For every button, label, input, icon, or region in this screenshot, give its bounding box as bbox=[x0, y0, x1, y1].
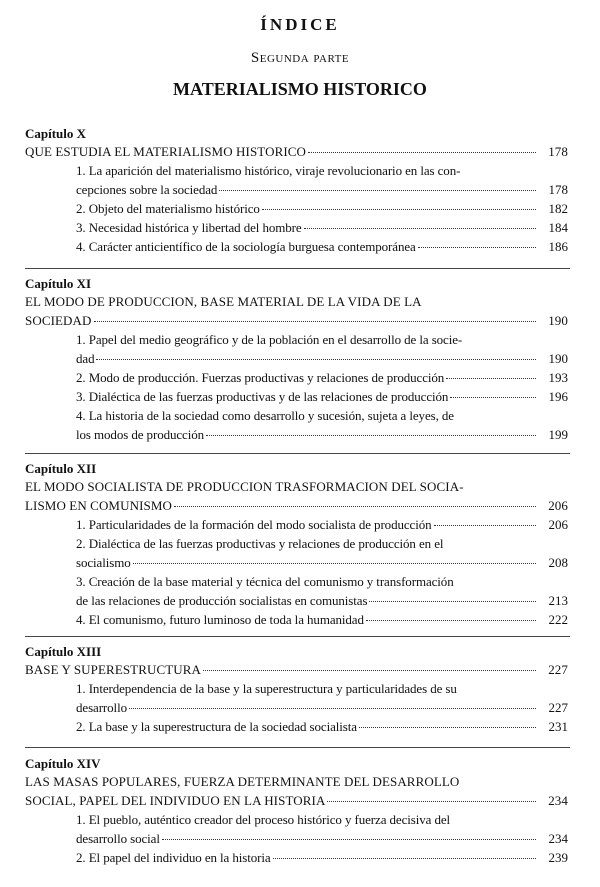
page-number: 206 bbox=[548, 498, 568, 513]
page-number: 227 bbox=[548, 700, 568, 715]
chapter-title-line bbox=[25, 791, 568, 810]
chapter-title-text: QUE ESTUDIA EL MATERIALISMO HISTORICO bbox=[25, 144, 307, 159]
chapter-title-line bbox=[25, 142, 568, 161]
section-entry[interactable] bbox=[76, 161, 568, 199]
page-number: 190 bbox=[548, 313, 568, 328]
section-entry[interactable] bbox=[76, 810, 568, 848]
entry-text: 2. La base y la superestructura de la sociedad socialista bbox=[76, 719, 357, 734]
page-number: 182 bbox=[548, 201, 568, 216]
page-number: 178 bbox=[548, 182, 568, 197]
dot-leader bbox=[133, 559, 536, 564]
chapter-title-text: SOCIAL, PAPEL DEL INDIVIDUO EN LA HISTORIA bbox=[25, 793, 326, 808]
dot-leader bbox=[162, 835, 536, 840]
entry-text: cepciones sobre la sociedad bbox=[76, 182, 218, 197]
entry-text: 1. Particularidades de la formación del modo socialista de producción bbox=[76, 517, 432, 532]
section-entry[interactable] bbox=[76, 679, 568, 717]
page-number: 227 bbox=[548, 662, 568, 677]
dot-leader bbox=[434, 521, 536, 526]
section-entry[interactable] bbox=[76, 218, 568, 237]
chapter-title-line bbox=[25, 311, 568, 330]
entry-text: desarrollo social bbox=[76, 831, 160, 846]
entry-line bbox=[76, 515, 568, 534]
section-entry[interactable] bbox=[76, 237, 568, 256]
entry-line bbox=[76, 330, 565, 349]
entry-text: 3. Necesidad histórica y libertad del hombre bbox=[76, 220, 302, 235]
page-number: 208 bbox=[548, 555, 568, 570]
chapter-label: Capítulo XI bbox=[25, 276, 92, 291]
chapter-title-line bbox=[25, 477, 565, 496]
chapter-divider bbox=[25, 747, 570, 748]
section-entry[interactable] bbox=[76, 387, 568, 406]
section-entry[interactable] bbox=[76, 199, 568, 218]
entry-text: 1. La aparición del materialismo histórico, viraje revolucionario en las con- bbox=[76, 163, 461, 178]
entry-line bbox=[76, 810, 565, 829]
dot-leader bbox=[369, 597, 536, 602]
entry-line bbox=[76, 368, 568, 387]
chapter-title-text: SOCIEDAD bbox=[25, 313, 92, 328]
entry-text: 4. El comunismo, futuro luminoso de toda la humanidad bbox=[76, 612, 364, 627]
entry-line bbox=[76, 534, 565, 553]
dot-leader bbox=[327, 797, 536, 802]
page-number: 222 bbox=[548, 612, 568, 627]
dot-leader bbox=[262, 205, 536, 210]
page-number: 184 bbox=[548, 220, 568, 235]
entry-line bbox=[76, 591, 568, 610]
section-entry[interactable] bbox=[76, 368, 568, 387]
chapter-title[interactable] bbox=[25, 660, 568, 679]
entry-text: de las relaciones de producción socialistas en comunistas bbox=[76, 593, 368, 608]
entry-line bbox=[76, 218, 568, 237]
chapter-entry[interactable] bbox=[25, 643, 568, 736]
page-number: 206 bbox=[548, 517, 568, 532]
dot-leader bbox=[359, 723, 536, 728]
dot-leader bbox=[203, 666, 536, 671]
entry-text: dad bbox=[76, 351, 95, 366]
entry-line bbox=[76, 717, 568, 736]
page-number: 234 bbox=[548, 793, 568, 808]
section-entry[interactable] bbox=[76, 572, 568, 610]
entry-text: 4. Carácter anticientífico de la sociología burguesa contemporánea bbox=[76, 239, 416, 254]
dot-leader bbox=[366, 616, 536, 621]
dot-leader bbox=[304, 224, 536, 229]
entry-text: 1. Papel del medio geográfico y de la población en el desarrollo de la socie- bbox=[76, 332, 463, 347]
chapter-title[interactable] bbox=[25, 292, 568, 330]
entry-line bbox=[76, 406, 565, 425]
chapter-divider bbox=[25, 636, 570, 637]
entry-line bbox=[76, 180, 568, 199]
entry-line bbox=[76, 848, 568, 867]
entry-text: 2. El papel del individuo en la historia bbox=[76, 850, 271, 865]
chapter-title-line bbox=[25, 496, 568, 515]
entry-line bbox=[76, 572, 565, 591]
page-number: 231 bbox=[548, 719, 568, 734]
entry-line bbox=[76, 610, 568, 629]
section-title: MATERIALISMO HISTORICO bbox=[173, 79, 427, 99]
chapter-title[interactable] bbox=[25, 772, 568, 810]
chapter-entry[interactable] bbox=[25, 755, 568, 867]
dot-leader bbox=[206, 431, 536, 436]
section-entry[interactable] bbox=[76, 330, 568, 368]
section-entry[interactable] bbox=[76, 848, 568, 867]
chapter-title-line bbox=[25, 660, 568, 679]
entry-line bbox=[76, 237, 568, 256]
entry-line bbox=[76, 553, 568, 572]
entry-text: 2. Objeto del materialismo histórico bbox=[76, 201, 260, 216]
page-number: 239 bbox=[548, 850, 568, 865]
entry-text: desarrollo bbox=[76, 700, 127, 715]
page-number: 234 bbox=[548, 831, 568, 846]
entry-text: los modos de producción bbox=[76, 427, 205, 442]
dot-leader bbox=[446, 374, 536, 379]
chapter-title-text: LAS MASAS POPULARES, FUERZA DETERMINANTE DEL DESARROLLO bbox=[25, 774, 460, 789]
chapter-title-line bbox=[25, 292, 565, 311]
entry-line bbox=[76, 387, 568, 406]
dot-leader bbox=[94, 317, 536, 322]
page-number: 196 bbox=[548, 389, 568, 404]
page-number: 193 bbox=[548, 370, 568, 385]
chapter-divider bbox=[25, 453, 570, 454]
chapter-title[interactable] bbox=[25, 477, 568, 515]
chapter-title-line bbox=[25, 772, 565, 791]
entry-text: 2. Dialéctica de las fuerzas productivas y relaciones de producción en el bbox=[76, 536, 444, 551]
index-heading: ÍNDICE bbox=[260, 15, 340, 34]
part-heading: Segunda parte bbox=[250, 50, 350, 66]
entry-line bbox=[76, 679, 565, 698]
entry-text: 4. La historia de la sociedad como desarrollo y sucesión, sujeta a leyes, de bbox=[76, 408, 454, 423]
chapter-divider bbox=[25, 268, 570, 269]
entry-text: 1. El pueblo, auténtico creador del proceso histórico y fuerza decisiva del bbox=[76, 812, 451, 827]
entry-line bbox=[76, 199, 568, 218]
chapter-entry[interactable] bbox=[25, 460, 568, 629]
entry-line bbox=[76, 829, 568, 848]
entry-line bbox=[76, 425, 568, 444]
chapter-title-text: BASE Y SUPERESTRUCTURA bbox=[25, 662, 202, 677]
page-number: 190 bbox=[548, 351, 568, 366]
section-entry[interactable] bbox=[76, 610, 568, 629]
dot-leader bbox=[219, 186, 536, 191]
dot-leader bbox=[308, 148, 536, 153]
dot-leader bbox=[418, 243, 536, 248]
chapter-label: Capítulo XII bbox=[25, 461, 97, 476]
chapter-entry[interactable] bbox=[25, 275, 568, 444]
dot-leader bbox=[273, 854, 536, 859]
page-number: 186 bbox=[548, 239, 568, 254]
chapter-title-text: LISMO EN COMUNISMO bbox=[25, 498, 172, 513]
chapter-title-text: EL MODO DE PRODUCCION, BASE MATERIAL DE LA VIDA DE LA bbox=[25, 294, 422, 309]
entry-text: 3. Creación de la base material y técnica del comunismo y transformación bbox=[76, 574, 454, 589]
entry-text: 1. Interdependencia de la base y la superestructura y particularidades de su bbox=[76, 681, 457, 696]
dot-leader bbox=[450, 393, 536, 398]
page-number: 199 bbox=[548, 427, 568, 442]
chapter-title[interactable] bbox=[25, 142, 568, 161]
entry-text: 3. Dialéctica de las fuerzas productivas y de las relaciones de producción bbox=[76, 389, 449, 404]
section-entry[interactable] bbox=[76, 406, 568, 444]
chapter-label: Capítulo X bbox=[25, 126, 87, 141]
entry-text: socialismo bbox=[76, 555, 131, 570]
dot-leader bbox=[129, 704, 536, 709]
entry-text: 2. Modo de producción. Fuerzas productivas y relaciones de producción bbox=[76, 370, 445, 385]
chapter-title-text: EL MODO SOCIALISTA DE PRODUCCION TRASFORMACION DEL SOCIA- bbox=[25, 479, 464, 494]
dot-leader bbox=[174, 502, 536, 507]
page-number: 213 bbox=[548, 593, 568, 608]
section-entry[interactable] bbox=[76, 717, 568, 736]
entry-line bbox=[76, 698, 568, 717]
page-number: 178 bbox=[548, 144, 568, 159]
section-entry[interactable] bbox=[76, 515, 568, 534]
section-entry[interactable] bbox=[76, 534, 568, 572]
chapter-label: Capítulo XIII bbox=[25, 644, 102, 659]
chapter-label: Capítulo XIV bbox=[25, 756, 101, 771]
entry-line bbox=[76, 349, 568, 368]
dot-leader bbox=[96, 355, 536, 360]
entry-line bbox=[76, 161, 565, 180]
chapter-entry[interactable] bbox=[25, 125, 568, 256]
